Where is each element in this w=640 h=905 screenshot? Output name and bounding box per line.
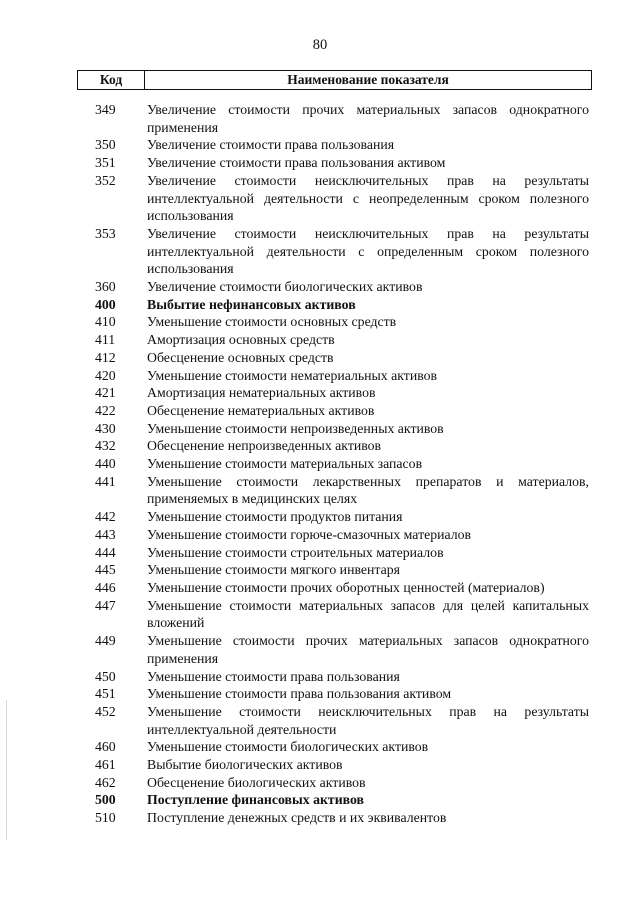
table-row [87, 296, 589, 314]
scan-edge-line [6, 700, 7, 840]
row-name: Уменьшение стоимости строительных материалов [147, 544, 444, 560]
table-row [87, 349, 589, 367]
row-name: Амортизация нематериальных активов [147, 385, 376, 401]
row-code: 460 [95, 739, 116, 755]
row-code: 432 [95, 438, 116, 454]
row-code: 461 [95, 757, 116, 773]
row-code: 451 [95, 686, 116, 702]
row-name: Увеличение стоимости неисключительных прав на результаты интеллектуальной деятельности с определенным сроком полезного использования [147, 225, 589, 277]
table-row [87, 420, 589, 438]
row-code: 440 [95, 456, 116, 472]
row-name: Уменьшение стоимости нематериальных активов [147, 367, 438, 383]
row-name: Уменьшение стоимости права пользования активом [147, 686, 452, 702]
table-row [87, 154, 589, 172]
row-code: 510 [95, 810, 116, 826]
table-row [87, 703, 589, 738]
row-name: Увеличение стоимости прочих материальных запасов однократного применения [147, 102, 589, 135]
table-row [87, 278, 589, 296]
row-name: Уменьшение стоимости горюче-смазочных материалов [147, 526, 472, 542]
table-row [87, 402, 589, 420]
row-name: Уменьшение стоимости продуктов питания [147, 509, 403, 525]
row-name: Уменьшение стоимости материальных запасов для целей капитальных вложений [147, 597, 589, 631]
row-name: Уменьшение стоимости неисключительных прав на результаты интеллектуальной деятельности [147, 703, 589, 737]
row-code: 412 [95, 349, 116, 365]
table-row [87, 437, 589, 455]
row-name: Выбытие нефинансовых активов [147, 296, 356, 312]
row-code: 420 [95, 367, 116, 383]
table-row [87, 668, 589, 686]
row-code: 353 [95, 225, 116, 241]
row-name: Увеличение стоимости биологических активов [147, 279, 423, 295]
table-row [87, 597, 589, 632]
table-row [87, 101, 589, 136]
row-code: 441 [95, 473, 116, 489]
row-name: Обесценение основных средств [147, 349, 334, 365]
table-row [87, 544, 589, 562]
row-name: Уменьшение стоимости материальных запасов [147, 456, 423, 472]
table-header [77, 70, 592, 90]
table-row [87, 225, 589, 278]
row-name: Уменьшение стоимости прочих материальных запасов однократного применения [147, 633, 589, 666]
row-code: 352 [95, 172, 116, 188]
row-code: 442 [95, 509, 116, 525]
table-row [87, 579, 589, 597]
row-name: Увеличение стоимости права пользования [147, 137, 395, 153]
row-code: 411 [95, 332, 116, 348]
row-name: Обесценение нематериальных активов [147, 402, 375, 418]
row-code: 360 [95, 279, 116, 295]
table-row [87, 384, 589, 402]
table-row [87, 809, 589, 827]
row-code: 349 [95, 102, 116, 117]
page-number: 80 [312, 37, 328, 53]
column-header-code: Код [78, 71, 145, 89]
table-row [87, 136, 589, 154]
row-code: 410 [95, 314, 116, 330]
row-code: 446 [95, 579, 116, 595]
table-body [87, 101, 589, 827]
table-row [87, 455, 589, 473]
row-code: 430 [95, 420, 116, 436]
row-name: Увеличение стоимости неисключительных прав на результаты интеллектуальной деятельности с неопределенным сроком полезного использования [147, 172, 589, 224]
table-row [87, 172, 589, 225]
table-row [87, 756, 589, 774]
table-row [87, 561, 589, 579]
row-code: 443 [95, 526, 116, 542]
column-header-name: Наименование показателя [287, 72, 449, 87]
row-name: Увеличение стоимости права пользования активом [147, 155, 446, 171]
table-row [87, 313, 589, 331]
row-code: 422 [95, 402, 116, 418]
table-row [87, 632, 589, 667]
table-row [87, 367, 589, 385]
row-name: Амортизация основных средств [147, 332, 335, 348]
row-code: 445 [95, 562, 116, 578]
table-row [87, 473, 589, 508]
row-name: Поступление денежных средств и их эквивалентов [147, 810, 447, 826]
row-code: 350 [95, 137, 116, 153]
table-row [87, 526, 589, 544]
row-code: 450 [95, 668, 116, 684]
row-code: 444 [95, 544, 116, 560]
row-name: Уменьшение стоимости прочих оборотных ценностей (материалов) [147, 579, 545, 595]
table-row [87, 331, 589, 349]
row-name: Уменьшение стоимости права пользования [147, 668, 400, 684]
table-row [87, 508, 589, 526]
row-name: Уменьшение стоимости лекарственных препаратов и материалов, применяемых в медицинских целях [147, 473, 589, 507]
table-row [87, 791, 589, 809]
row-code: 452 [95, 703, 116, 719]
row-code: 500 [95, 792, 116, 808]
row-code: 421 [95, 385, 116, 401]
table-row [87, 738, 589, 756]
row-name: Уменьшение стоимости мягкого инвентаря [147, 562, 400, 578]
table-row [87, 685, 589, 703]
row-name: Выбытие биологических активов [147, 757, 343, 773]
row-code: 449 [95, 633, 116, 649]
row-code: 462 [95, 774, 116, 790]
row-name: Обесценение биологических активов [147, 774, 366, 790]
row-name: Поступление финансовых активов [147, 792, 365, 808]
row-code: 400 [95, 296, 116, 312]
row-name: Уменьшение стоимости биологических активов [147, 739, 429, 755]
row-name: Уменьшение стоимости непроизведенных активов [147, 420, 444, 436]
row-name: Обесценение непроизведенных активов [147, 438, 382, 454]
row-code: 447 [95, 597, 116, 613]
row-code: 351 [95, 155, 116, 171]
row-name: Уменьшение стоимости основных средств [147, 314, 397, 330]
table-row [87, 774, 589, 792]
